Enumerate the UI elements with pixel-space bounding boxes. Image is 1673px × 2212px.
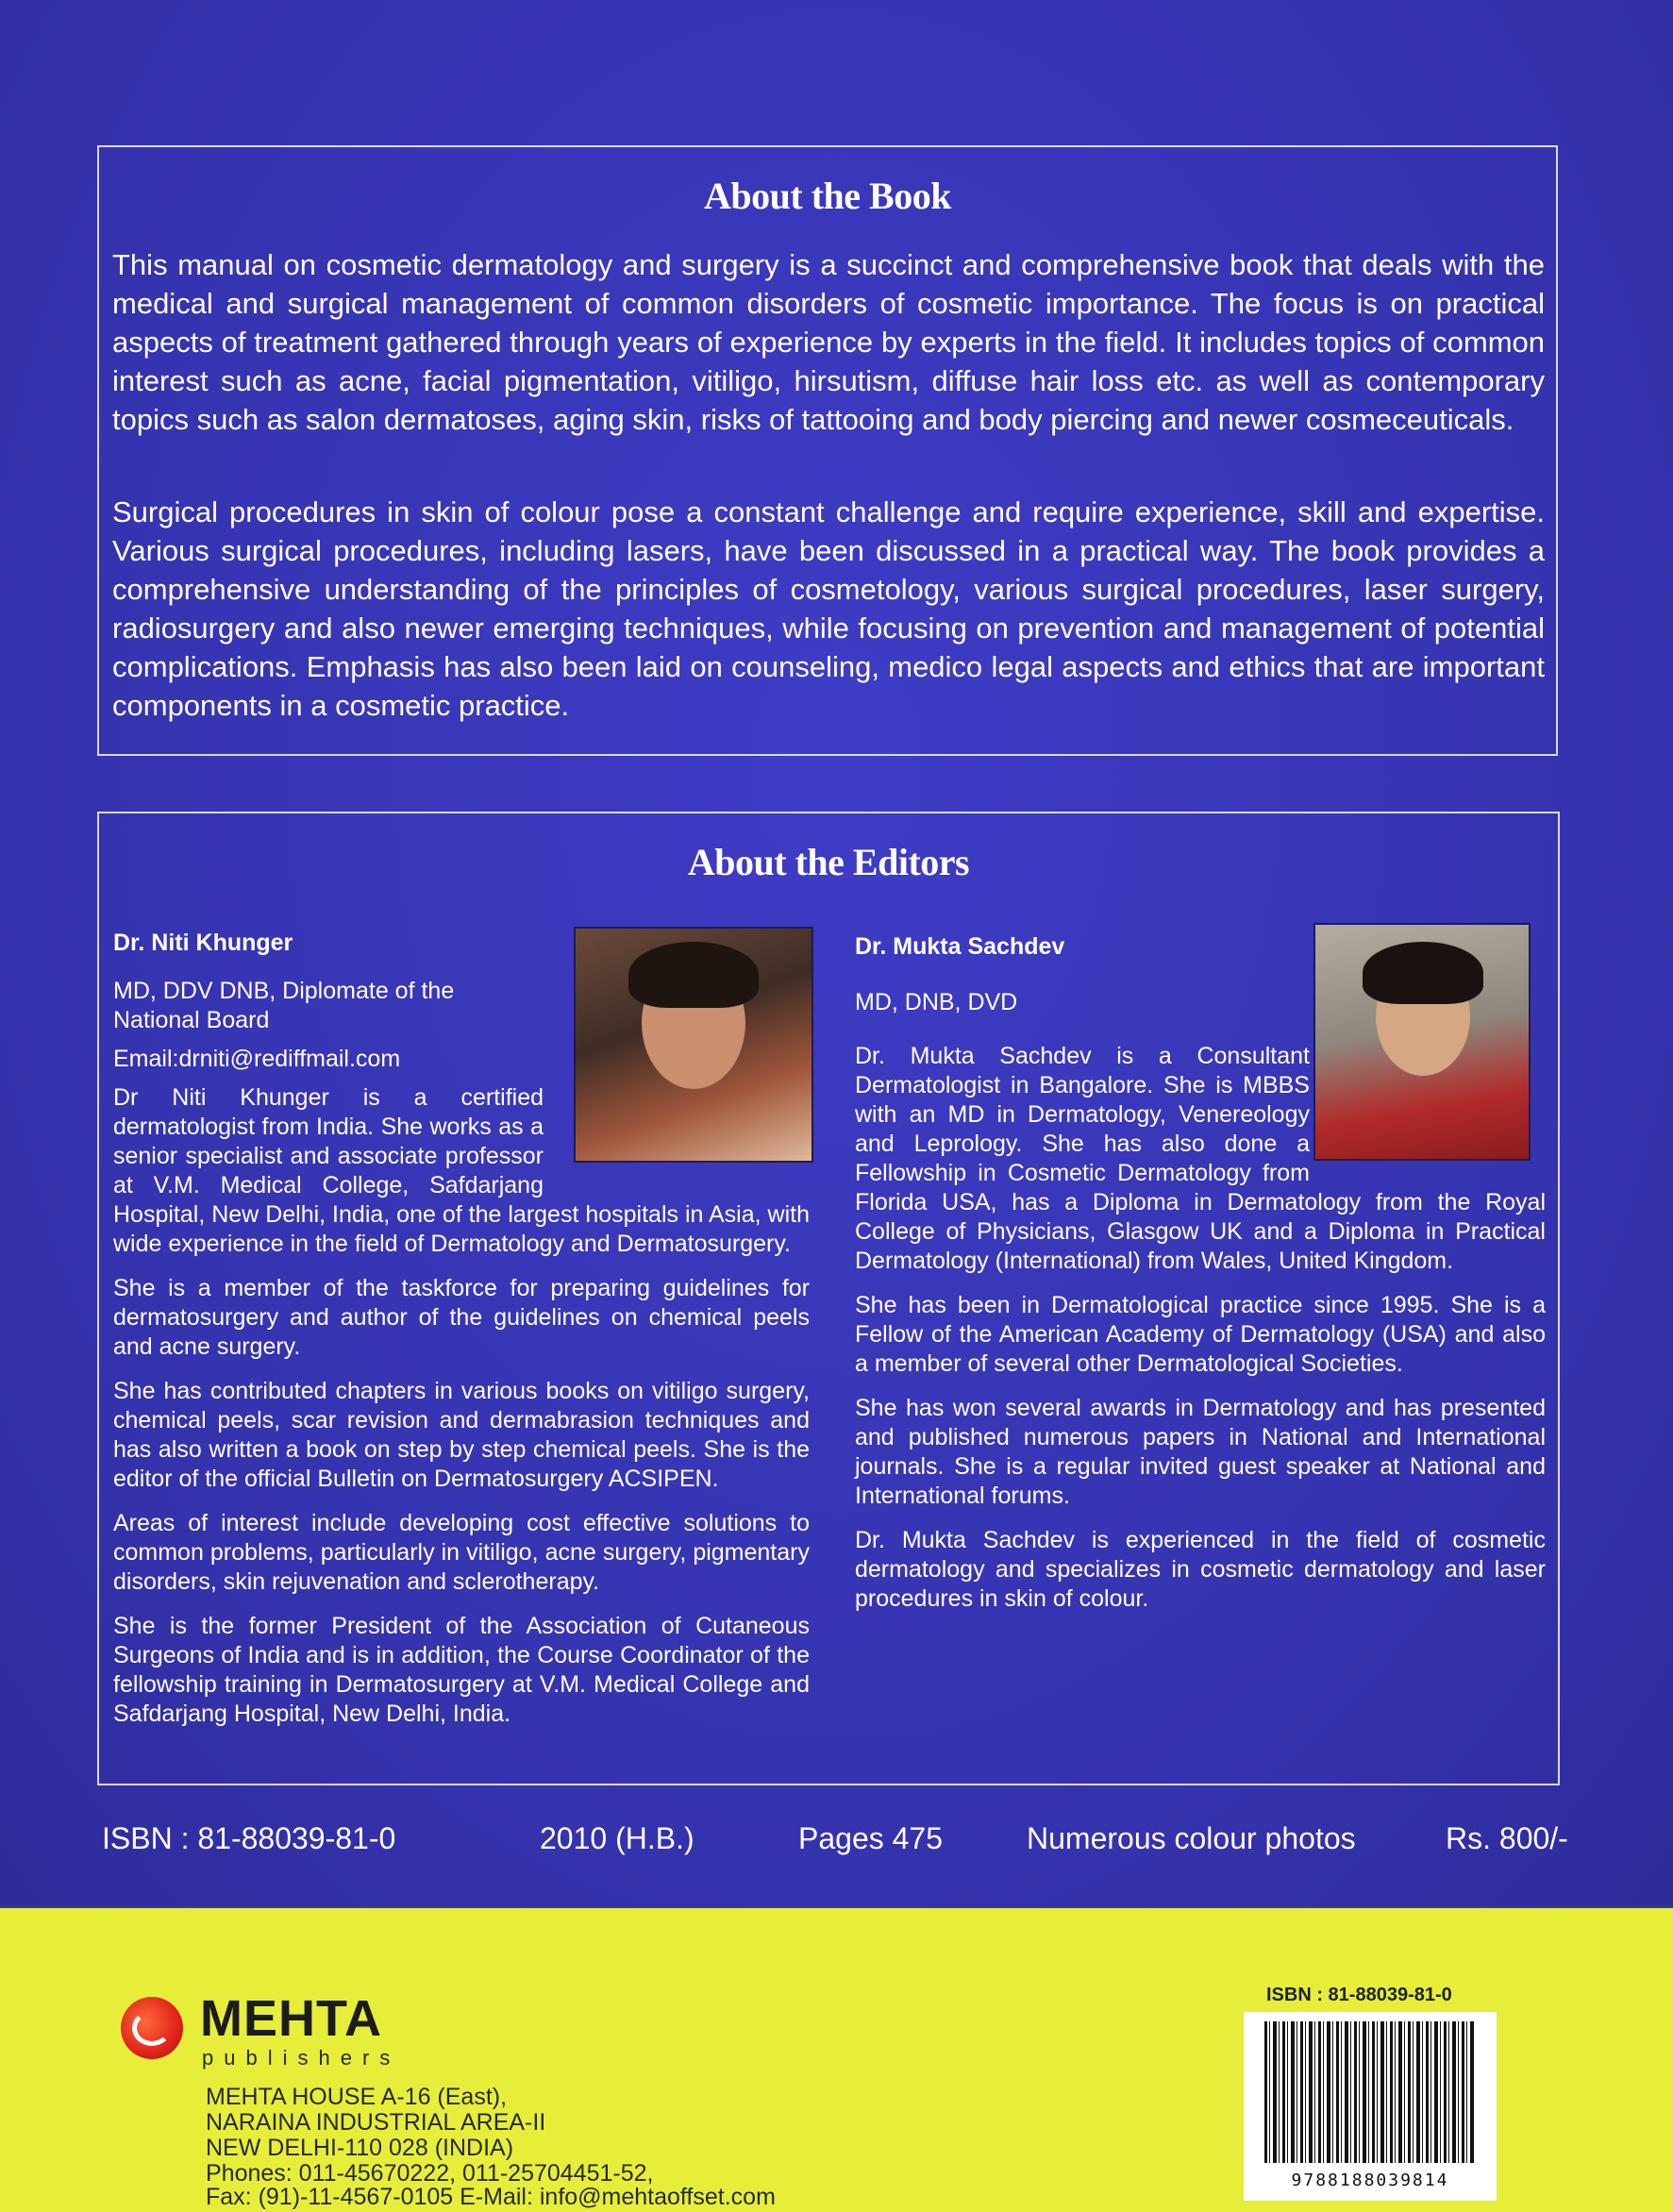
publisher-brand: MEHTA	[200, 1990, 382, 2047]
niti-khunger-name: Dr. Niti Khunger	[113, 930, 293, 956]
address-line-3: NEW DELHI-110 028 (INDIA)	[206, 2135, 514, 2161]
mukta-sachdev-degrees: MD, DNB, DVD	[855, 989, 1018, 1015]
mukta-sachdev-bio-1: Dr. Mukta Sachdev is a Consultant Dermatologist in Bangalore. She is MBBS with an MD in Dermatology, Venereology and Leprology. She has also done a Fellowship in Cosmetic Dermatology from Florida USA, has a Diploma in Dermatology from the Royal College of Physicians, Glasgow UK and a Diploma in Practical Dermatology (International) from Wales, United Kingdom.	[855, 1043, 1546, 1274]
about-book-paragraph-1: This manual on cosmetic dermatology and surgery is a succinct and comprehensive book that deals with the medical and surgical management of common disorders of cosmetic importance. The focus is on practical aspects of treatment gathered through years of experience by experts in the field. It includes topics of common interest such as acne, facial pigmentation, vitiligo, hirsutism, diffuse hair loss etc. as well as contemporary topics such as salon dermatoses, aging skin, risks of tattooing and body piercing and newer cosmeceuticals.	[112, 248, 1545, 436]
publisher-sub: publishers	[202, 2046, 401, 2070]
pages-text: Pages 475	[798, 1821, 944, 1855]
address-line-1: MEHTA HOUSE A-16 (East),	[206, 2084, 508, 2110]
niti-khunger-bio-2: She is a member of the taskforce for preparing guidelines for dermatosurgery and author of the guidelines on chemical peels and acne surgery.	[113, 1275, 810, 1360]
barcode-bars	[1264, 2021, 1476, 2163]
mukta-sachdev-bio-2: She has been in Dermatological practice since 1995. She is a Fellow of the American Academy of Dermatology (USA) and also a member of several other Dermatological Societies.	[855, 1292, 1546, 1377]
about-editors-title: About the Editors	[687, 841, 970, 883]
logo-swoosh-icon	[132, 2010, 172, 2046]
photos-text: Numerous colour photos	[1027, 1821, 1356, 1855]
edition-text: 2010 (H.B.)	[540, 1821, 694, 1855]
barcode	[1244, 2012, 1497, 2201]
niti-khunger-column	[113, 929, 810, 1744]
price-text: Rs. 800/-	[1446, 1821, 1568, 1855]
niti-khunger-bio-1: Dr Niti Khunger is a certified dermatologist from India. She works as a senior specialist and associate professor at V.M. Medical College, Safdarjang Hospital, New Delhi, India, one of the largest hospitals in Asia, with wide experience in the field of Dermatology and Dermatosurgery.	[113, 1084, 810, 1257]
mukta-sachdev-bio-3: She has won several awards in Dermatology and has presented and published numerous papers in National and International journals. She is a regular invited guest speaker at National and International forums.	[855, 1395, 1546, 1509]
niti-khunger-bio-5: She is the former President of the Association of Cutaneous Surgeons of India and is in addition, the Course Coordinator of the fellowship training in Dermatosurgery at V.M. Medical College and Safdarjang Hospital, New Delhi, India.	[113, 1613, 810, 1727]
niti-khunger-email: Email:drniti@rediffmail.com	[113, 1046, 401, 1072]
about-book-title: About the Book	[704, 175, 951, 217]
mukta-sachdev-column	[855, 932, 1546, 1629]
mukta-sachdev-bio-4: Dr. Mukta Sachdev is experienced in the field of cosmetic dermatology and specializes in cosmetic dermatology and laser procedures in skin of colour.	[855, 1527, 1546, 1612]
barcode-number: 9788188039814	[1291, 2170, 1449, 2190]
address-phones: Phones: 011-45670222, 011-25704451-52,	[206, 2160, 654, 2187]
niti-khunger-bio-3: She has contributed chapters in various books on vitiligo surgery, chemical peels, scar revision and dermabrasion techniques and has also written a book on step by step chemical peels. She is the editor of the official Bulletin on Dermatosurgery ACSIPEN.	[113, 1378, 810, 1492]
barcode-isbn: ISBN : 81-88039-81-0	[1266, 1985, 1452, 2005]
mukta-sachdev-name: Dr. Mukta Sachdev	[855, 933, 1065, 960]
about-book-box	[97, 145, 1558, 756]
isbn-text: ISBN : 81-88039-81-0	[102, 1821, 396, 1855]
about-book-paragraph-2: Surgical procedures in skin of colour pose a constant challenge and require experience, skill and expertise. Various surgical procedures, including lasers, have been discussed in a practical way. The book provides a comprehensive understanding of the principles of cosmetology, various surgical procedures, laser surgery, radiosurgery and also newer emerging techniques, while focusing on prevention and management of potential complications. Emphasis has also been laid on counseling, medico legal aspects and ethics that are important components in a cosmetic practice.	[112, 495, 1545, 722]
address-line-2: NARAINA INDUSTRIAL AREA-II	[206, 2109, 546, 2136]
niti-khunger-bio-4: Areas of interest include developing cost effective solutions to common problems, particularly in vitiligo, acne surgery, pigmentary disorders, skin rejuvenation and sclerotherapy.	[113, 1510, 810, 1595]
address-fax-email: Fax: (91)-11-4567-0105 E-Mail: info@mehtaoffset.com	[206, 2184, 776, 2210]
niti-khunger-degrees: MD, DDV DNB, Diplomate of the National Board	[113, 978, 455, 1033]
